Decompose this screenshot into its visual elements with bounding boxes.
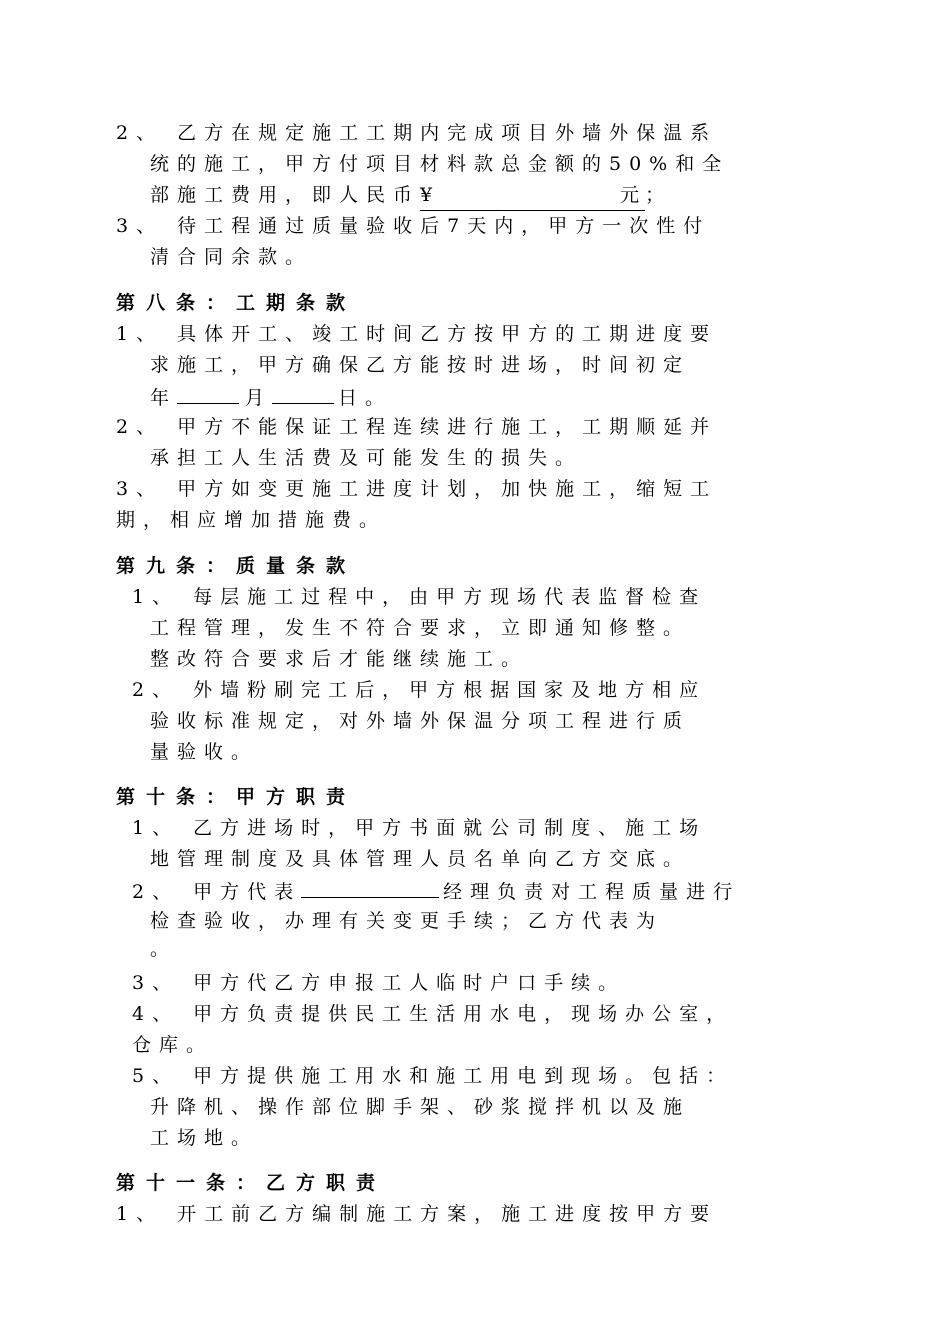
day-blank[interactable]: [272, 381, 334, 404]
month-label: 月: [245, 387, 273, 409]
s7-item3-line2: 清合同余款。: [150, 246, 313, 268]
s10-item2-suffix: 经理负责对工程质量进行: [443, 881, 741, 903]
s9-item1-line2: 工程管理，发生不符合要求，立即通知修整。: [150, 617, 691, 639]
section9-heading: 第九条：质量条款: [116, 555, 357, 577]
s9-item2-line1: 2、 外墙粉刷完工后，甲方根据国家及地方相应: [132, 679, 707, 701]
s10-item2-line2: 检查验收，办理有关变更手续；乙方代表为: [150, 910, 664, 932]
s10-item2-prefix: 2、 甲方代表: [132, 881, 302, 903]
s8-item3-line2: 期，相应增加措施费。: [116, 509, 387, 531]
currency-symbol: ¥: [420, 184, 433, 206]
s9-item2-line3: 量验收。: [150, 741, 259, 763]
s9-item2-line2: 验收标准规定，对外墙外保温分项工程进行质: [150, 710, 691, 732]
section8-heading: 第八条：工期条款: [116, 292, 357, 314]
s7-item2-line3: [150, 180, 672, 210]
s7-item2-line3-suffix: ；: [645, 184, 673, 206]
s10-item4-line1: 4、 甲方负责提供民工生活用水电，现场办公室，: [132, 1003, 734, 1025]
s7-item2-line1: 2、 乙方在规定施工工期内完成项目外墙外保温系: [116, 122, 718, 144]
currency-unit: 元: [620, 184, 640, 206]
s11-item1-line1: 1、 开工前乙方编制施工方案，施工进度按甲方要: [116, 1203, 718, 1225]
s8-item1-line1: 1、 具体开工、竣工时间乙方按甲方的工期进度要: [116, 323, 718, 345]
s8-item2-line2: 承担工人生活费及可能发生的损失。: [150, 447, 583, 469]
s10-item5-line2: 升降机、操作部位脚手架、砂浆搅拌机以及施: [150, 1096, 691, 1118]
section11-heading: 第十一条：乙方职责: [116, 1172, 387, 1194]
s9-item1-line3: 整改符合要求后才能继续施工。: [150, 648, 529, 670]
s10-item5-line3: 工场地。: [150, 1127, 259, 1149]
s8-item3-line1: 3、 甲方如变更施工进度计划，加快施工，缩短工: [116, 478, 718, 500]
section10-heading: 第十条：甲方职责: [116, 786, 357, 808]
representative-blank[interactable]: [301, 875, 439, 898]
s8-item1-line2: 求施工，甲方确保乙方能按时进场，时间初定: [150, 354, 691, 376]
s9-item1-line1: 1、 每层施工过程中，由甲方现场代表监督检查: [132, 586, 707, 608]
month-blank[interactable]: [177, 381, 239, 404]
s8-item2-line1: 2、 甲方不能保证工程连续进行施工，工期顺延并: [116, 416, 718, 438]
s10-item1-line1: 1、 乙方进场时，甲方书面就公司制度、施工场: [132, 817, 707, 839]
s10-item2-line1: [132, 875, 740, 905]
s10-item2-line3: 。: [150, 938, 178, 960]
s7-item2-line3-prefix: 部施工费用，即人民币: [150, 184, 421, 206]
s10-item1-line2: 地管理制度及具体管理人员名单向乙方交底。: [150, 848, 691, 870]
s8-item1-end: 。: [365, 387, 393, 409]
day-label: 日: [338, 387, 366, 409]
amount-field[interactable]: [420, 180, 645, 211]
s7-item3-line1: 3、 待工程通过质量验收后7天内，甲方一次性付: [116, 215, 711, 237]
s10-item3-line1: 3、 甲方代乙方申报工人临时户口手续。: [132, 972, 626, 994]
year-label: 年: [150, 387, 178, 409]
s10-item4-line2: 仓库。: [132, 1034, 214, 1056]
s10-item5-line1: 5、 甲方提供施工用水和施工用电到现场。包括：: [132, 1065, 734, 1087]
s8-item1-line3: [150, 381, 392, 411]
s7-item2-line2: 统的施工，甲方付项目材料款总金额的50%和全: [150, 153, 730, 175]
